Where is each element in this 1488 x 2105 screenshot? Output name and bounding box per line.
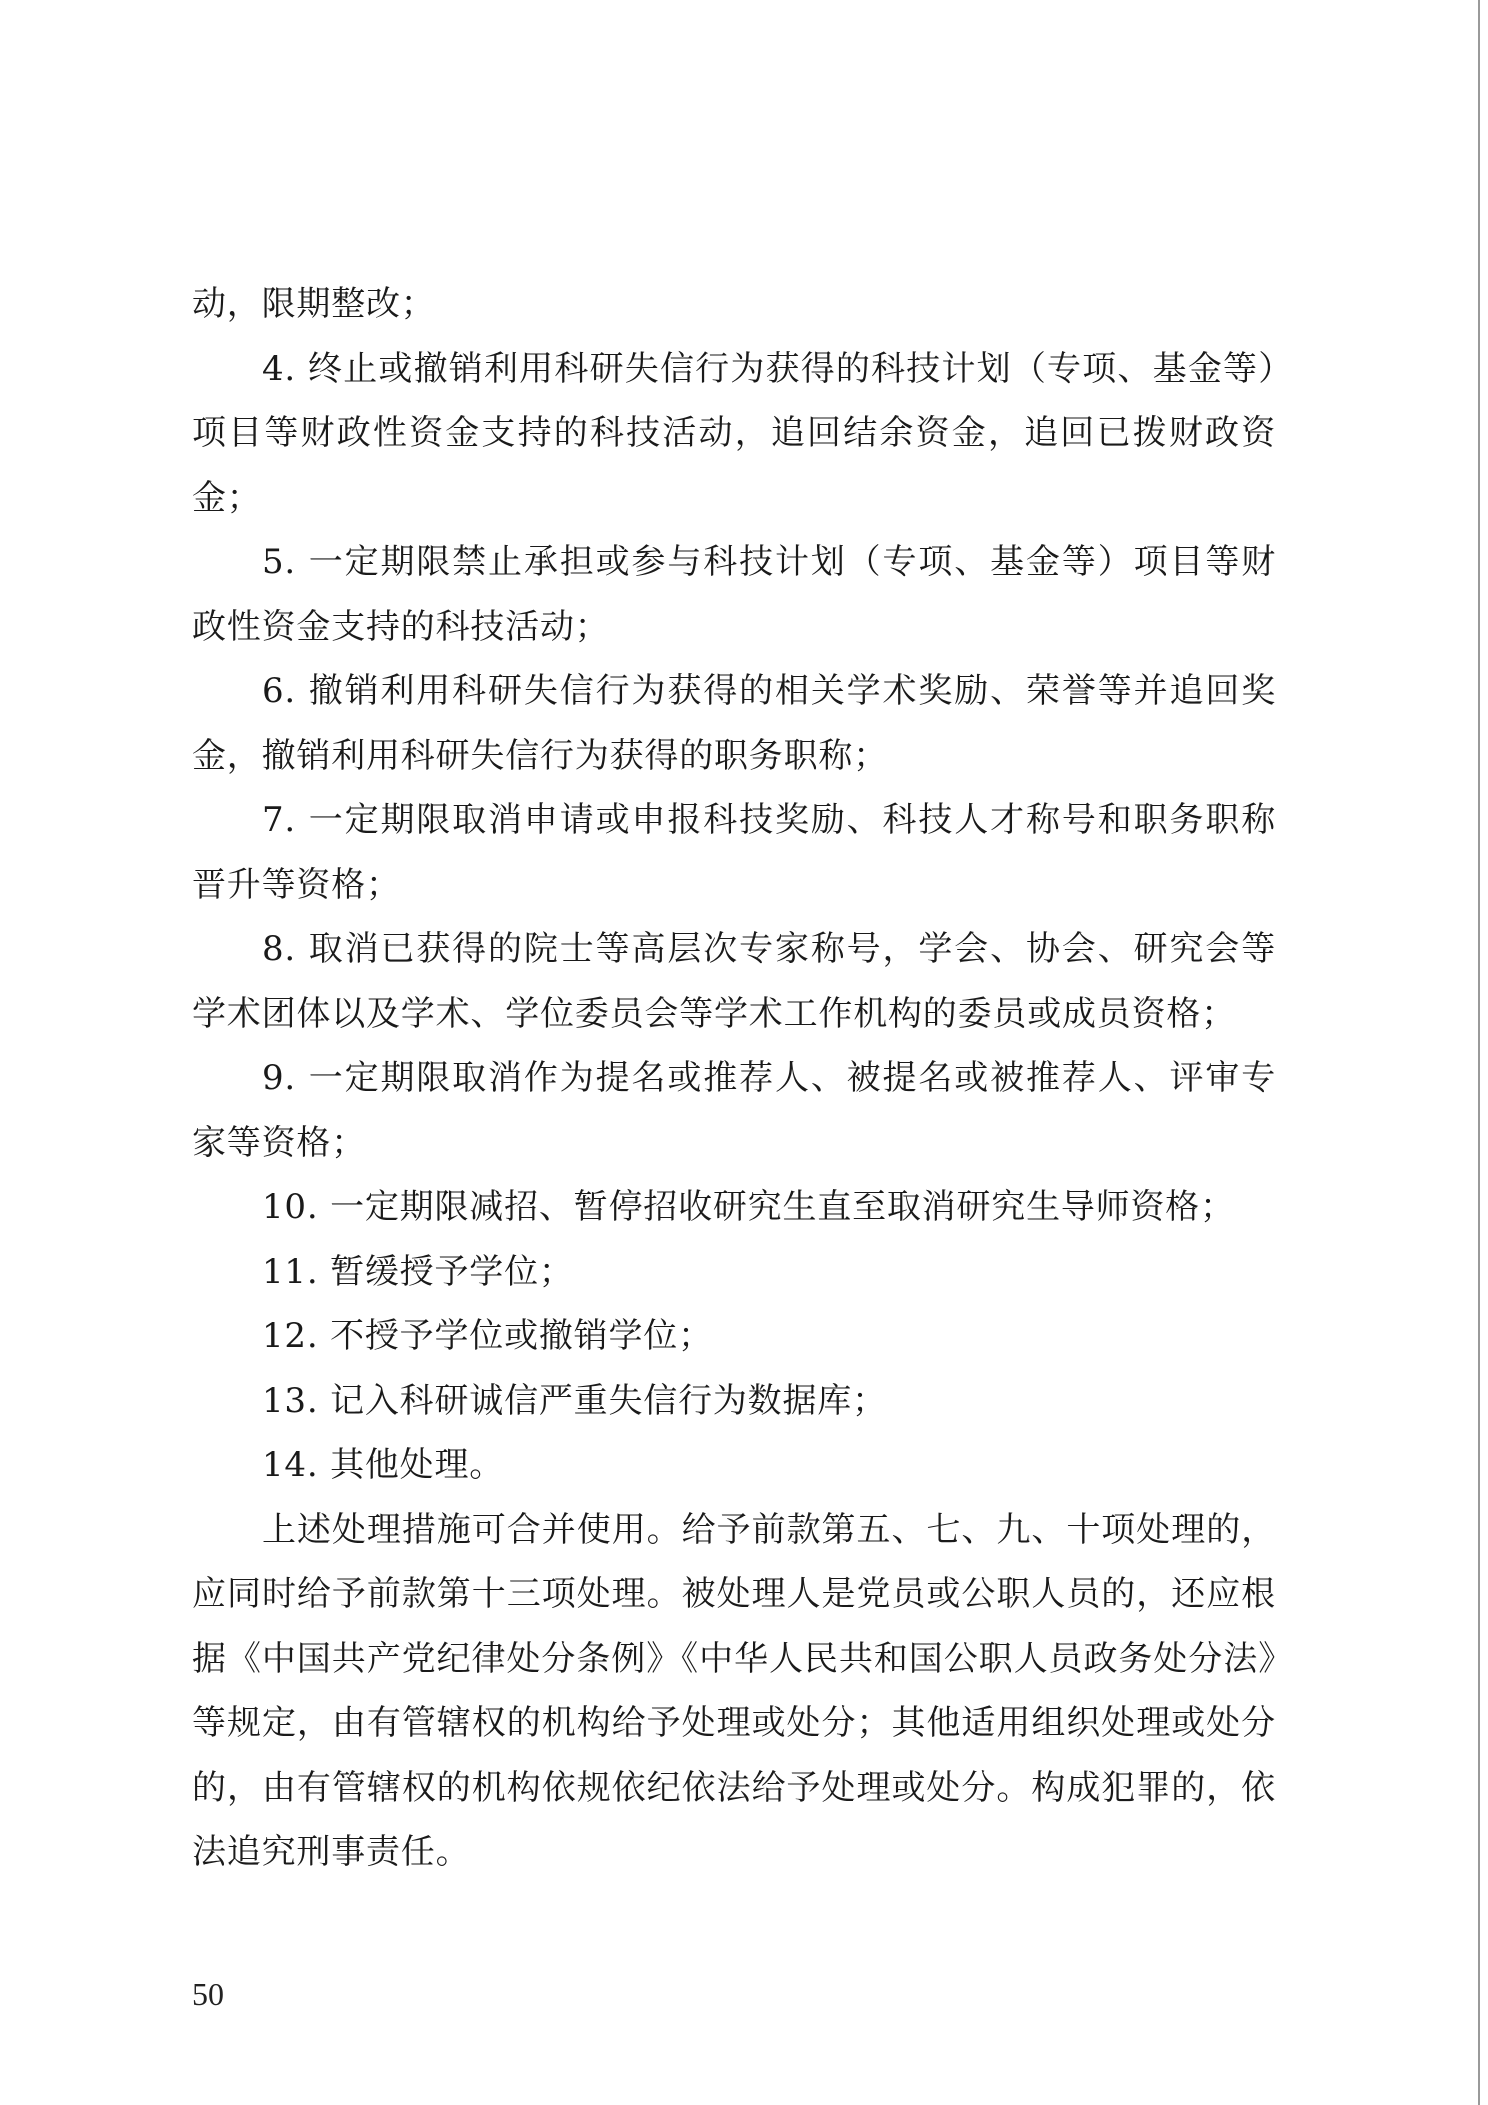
- list-item-13: 13. 记入科研诚信严重失信行为数据库；: [262, 1380, 887, 1421]
- list-item-7: 7. 一定期限取消申请或申报科技奖励、科技人才称号和职务职称晋升等资格；: [192, 800, 1276, 905]
- list-item-5: 5. 一定期限禁止承担或参与科技计划（专项、基金等）项目等财政性资金支持的科技活动；: [192, 542, 1276, 647]
- document-body: [192, 272, 1276, 1885]
- list-item-8: 8. 取消已获得的院士等高层次专家称号，学会、协会、研究会等学术团体以及学术、学位委员会等学术工作机构的委员或成员资格；: [192, 929, 1276, 1034]
- list-item-10: 10. 一定期限减招、暂停招收研究生直至取消研究生导师资格；: [262, 1187, 1235, 1227]
- list-item-12: 12. 不授予学位或撤销学位；: [262, 1316, 713, 1356]
- list-item-14: 14. 其他处理。: [262, 1445, 505, 1485]
- closing-paragraph: 上述处理措施可合并使用。给予前款第五、七、九、十项处理的，应同时给予前款第十三项处理。被处理人是党员或公职人员的，还应根据《中国共产党纪律处分条例》《中华人民共和国公职人员政务处分法》等规定，由有管辖权的机构给予处理或处分；其他适用组织处理或处分的，由有管辖权的机构依规依纪依法给予处理或处分。构成犯罪的，依法追究刑事责任。: [192, 1509, 1276, 1872]
- list-item-6: 6. 撤销利用科研失信行为获得的相关学术奖励、荣誉等并追回奖金，撤销利用科研失信行为获得的职务职称；: [192, 671, 1276, 776]
- list-item-4: 4. 终止或撤销利用科研失信行为获得的科技计划（专项、基金等）项目等财政性资金支持的科技活动，追回结余资金，追回已拨财政资金；: [192, 348, 1276, 518]
- page-edge-line: [1478, 0, 1480, 2105]
- list-item-11: 11. 暂缓授予学位；: [262, 1251, 574, 1292]
- page-number: 50: [192, 1976, 224, 2012]
- paragraph-continuation: 动，限期整改；: [192, 284, 436, 324]
- list-item-9: 9. 一定期限取消作为提名或推荐人、被提名或被推荐人、评审专家等资格；: [192, 1058, 1276, 1163]
